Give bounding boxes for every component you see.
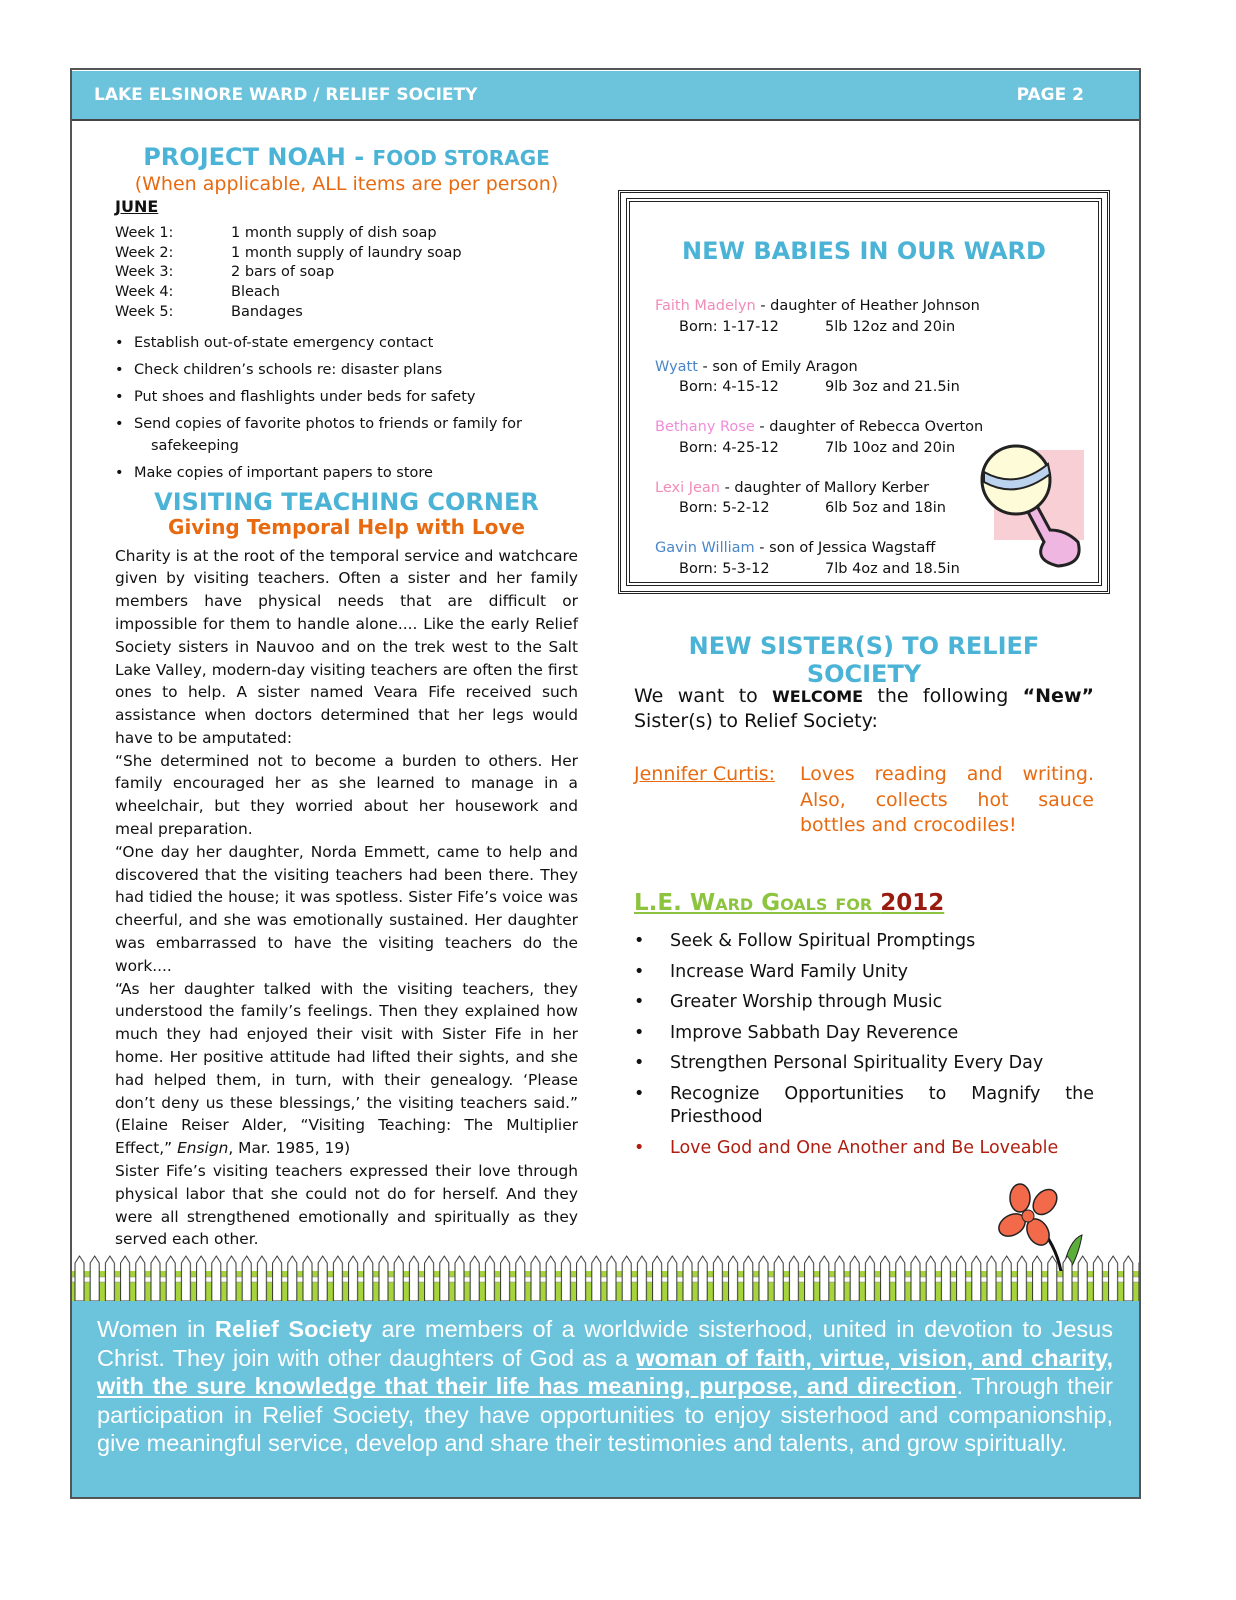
tips-list <box>115 332 578 484</box>
relief-society-bold: Relief Society <box>214 1316 373 1342</box>
sister-description: Loves reading and writing. Also, collects hot sauce bottles and crocodiles! <box>800 763 1094 836</box>
baby-birth-line <box>655 498 946 519</box>
baby-line <box>655 296 980 317</box>
text: the following <box>863 685 1023 707</box>
baby-parent: - daughter of Mallory Kerber <box>719 479 930 496</box>
baby-line <box>655 538 960 559</box>
goal-item: • Recognize Opportunities to Magnify the Priesthood <box>634 1083 1094 1130</box>
vt-paragraph-1: Charity is at the root of the temporal service and watchcare given by visiting teachers. Often a sister and her family members have physical needs that are difficult or impossible for them to handle alone.... Like the early Relief Society sisters in Nauvoo and on the trek west to the Salt Lake Valley, modern-day visiting teachers are often the first ones to help. A sister named Veara Fife received such assistance when doctors determined that her legs would have to be amputated: <box>115 546 578 747</box>
welcome-word: WELCOME <box>772 687 864 706</box>
tip-text: safekeeping <box>151 437 239 454</box>
vt-paragraph-4 <box>115 978 578 1160</box>
baby-name: Bethany Rose <box>655 419 755 435</box>
visiting-teaching-subtitle: Giving Temporal Help with Love <box>168 514 525 539</box>
title-part: FOOD STORAGE <box>372 146 550 170</box>
goal-item: • Strengthen Personal Spirituality Every Day <box>634 1052 1094 1076</box>
vt-paragraph-5: Sister Fife’s visiting teachers expressed their love through physical labor that she could not do for herself. And they were all strengthened emotionally and spiritually as they served each other. <box>115 1162 578 1249</box>
baby-entry <box>655 357 960 398</box>
new-babies-inner <box>626 198 1102 586</box>
week-row <box>115 244 578 264</box>
tip-item: • Put shoes and flashlights under beds for safety <box>115 386 578 408</box>
month-label: JUNE <box>115 197 159 216</box>
baby-parent: - son of Emily Aragon <box>697 358 858 375</box>
goal-item: • Greater Worship through Music <box>634 991 1094 1015</box>
text: “As her daughter talked with the visiting teachers, they understood the family’s feelings. Then they explained how much they had enjoyed their visit with Sister Fife in her home. Her positive attitude had lifted their sights, and she had helped them, in turn, with their genealogy. ‘Please don’t deny us these blessings,’ the visiting teachers said.” (Elaine Reiser Alder, “Visiting Teaching: The Multiplier Effect,” <box>115 979 578 1158</box>
week-label: Week 3: <box>115 264 174 281</box>
baby-size: 7lb 10oz and 20in <box>825 439 956 456</box>
goal-item: • Seek & Follow Spiritual Promptings <box>634 930 1094 954</box>
week-label: Week 5: <box>115 303 174 320</box>
ensign-citation: Ensign <box>177 1139 229 1158</box>
title-part: PROJECT NOAH - <box>143 143 373 171</box>
visiting-teaching-title: VISITING TEACHING CORNER <box>154 487 539 516</box>
baby-entry <box>655 538 960 579</box>
vt-paragraph-3: “One day her daughter, Norda Emmett, came to help and discovered that the visiting teachers had been there. They had tidied the house; it was spotless. Sister Fife’s voice was cheerful, and she was emotionally sustained. Her daughter was embarrassed to have the visiting teachers do the work.... <box>115 842 578 975</box>
baby-born-date: Born: 1-17-12 <box>679 318 779 335</box>
baby-size: 7lb 4oz and 18.5in <box>825 560 960 577</box>
new-babies-box <box>618 190 1110 594</box>
text: . Through their participation in Relief Society, they have opportunities to enjoy sisterhood and companionship, give meaningful service, develop and share their testimonies and talents, and grow spiritually. <box>97 1373 1113 1457</box>
text: L.E. Ward Goals for <box>634 890 881 916</box>
week-item: 1 month supply of dish soap <box>231 225 437 241</box>
week-item: 2 bars of soap <box>231 264 335 281</box>
baby-born-date: Born: 4-15-12 <box>679 379 779 395</box>
welcome-text <box>634 684 1094 734</box>
baby-name: Lexi Jean <box>655 479 720 496</box>
baby-parent: - son of Jessica Wagstaff <box>754 540 936 556</box>
goal-item: • Improve Sabbath Day Reverence <box>634 1022 1094 1046</box>
newsletter-title: LAKE ELSINORE WARD / RELIEF SOCIETY <box>94 85 478 105</box>
new-sister-entry <box>634 762 1094 839</box>
text: Women in <box>97 1316 215 1342</box>
baby-entry <box>655 478 946 519</box>
tip-item: • Check children’s schools re: disaster plans <box>115 359 578 381</box>
tip-item: • Make copies of important papers to store <box>115 462 578 484</box>
week-label: Week 1: <box>115 225 174 241</box>
page-header <box>72 71 1139 121</box>
emphasized-text: woman of faith, virtue, vision, and charity, with the sure knowledge that their life has meaning, purpose, and direction <box>97 1344 1114 1400</box>
baby-size: 6lb 5oz and 18in <box>825 500 946 516</box>
text: , Mar. 1985, 19) <box>228 1139 351 1158</box>
baby-entry <box>655 417 983 458</box>
food-storage-subtitle: (When applicable, ALL items are per person) <box>134 173 559 195</box>
new-word: “New” <box>1022 685 1094 707</box>
baby-line <box>655 478 946 499</box>
vt-paragraph <box>115 545 578 1252</box>
baby-birth-line <box>655 559 960 580</box>
week-item: 1 month supply of laundry soap <box>231 244 462 261</box>
baby-name: Faith Madelyn <box>655 298 756 314</box>
baby-line <box>655 417 983 438</box>
text: We want to <box>634 685 773 707</box>
goals-year: 2012 <box>880 890 945 916</box>
baby-born-date: Born: 4-25-12 <box>679 439 779 456</box>
baby-name: Wyatt <box>655 358 698 375</box>
sister-name: Jennifer Curtis: <box>634 763 776 785</box>
week-item: Bandages <box>231 303 303 320</box>
vt-paragraph-2: “She determined not to become a burden to others. Her family encouraged her as she learned to manage in a wheelchair, but they worried about her housework and meal preparation. <box>115 751 578 839</box>
ward-goals-title <box>634 890 1094 916</box>
baby-line <box>655 357 960 378</box>
baby-birth-line <box>655 438 983 459</box>
picket-fence <box>72 1255 1139 1301</box>
baby-birth-line <box>655 317 980 338</box>
tip-text: Send copies of favorite photos to friends or family for <box>134 415 522 432</box>
baby-entry <box>655 296 980 337</box>
baby-born-date: Born: 5-2-12 <box>679 500 770 516</box>
tip-item <box>115 413 578 457</box>
weeks-list <box>115 224 578 323</box>
week-item: Bleach <box>231 284 280 301</box>
goal-item: • Increase Ward Family Unity <box>634 961 1094 985</box>
tip-item: • Establish out-of-state emergency contact <box>115 332 578 354</box>
text: are members of a worldwide sisterhood, united in devotion to Jesus Christ. They join with other daughters of God as a <box>97 1316 1113 1371</box>
baby-size: 5lb 12oz and 20in <box>825 318 956 335</box>
baby-birth-line <box>655 377 960 398</box>
ward-goals-list <box>634 930 1094 1167</box>
week-label: Week 2: <box>115 244 174 261</box>
new-sisters-title: NEW SISTER(S) TO RELIEF SOCIETY <box>688 632 1040 688</box>
week-row <box>115 283 578 303</box>
footer-mission-statement <box>72 1301 1139 1497</box>
baby-rattle-icon <box>978 442 1088 572</box>
left-column <box>115 143 578 1251</box>
week-label: Week 4: <box>115 284 174 301</box>
week-row <box>115 263 578 283</box>
baby-parent: - daughter of Rebecca Overton <box>754 419 984 435</box>
new-babies-title: NEW BABIES IN OUR WARD <box>682 237 1046 265</box>
baby-name: Gavin William <box>655 540 755 556</box>
baby-born-date: Born: 5-3-12 <box>679 560 770 577</box>
food-storage-title <box>115 143 578 171</box>
week-row <box>115 224 578 244</box>
page-number: PAGE 2 <box>1016 85 1084 105</box>
baby-parent: - daughter of Heather Johnson <box>755 298 980 314</box>
text: Sister(s) to Relief Society: <box>634 710 878 732</box>
baby-size: 9lb 3oz and 21.5in <box>825 379 960 395</box>
goal-item: • Love God and One Another and Be Loveable <box>634 1137 1094 1161</box>
week-row <box>115 303 578 323</box>
